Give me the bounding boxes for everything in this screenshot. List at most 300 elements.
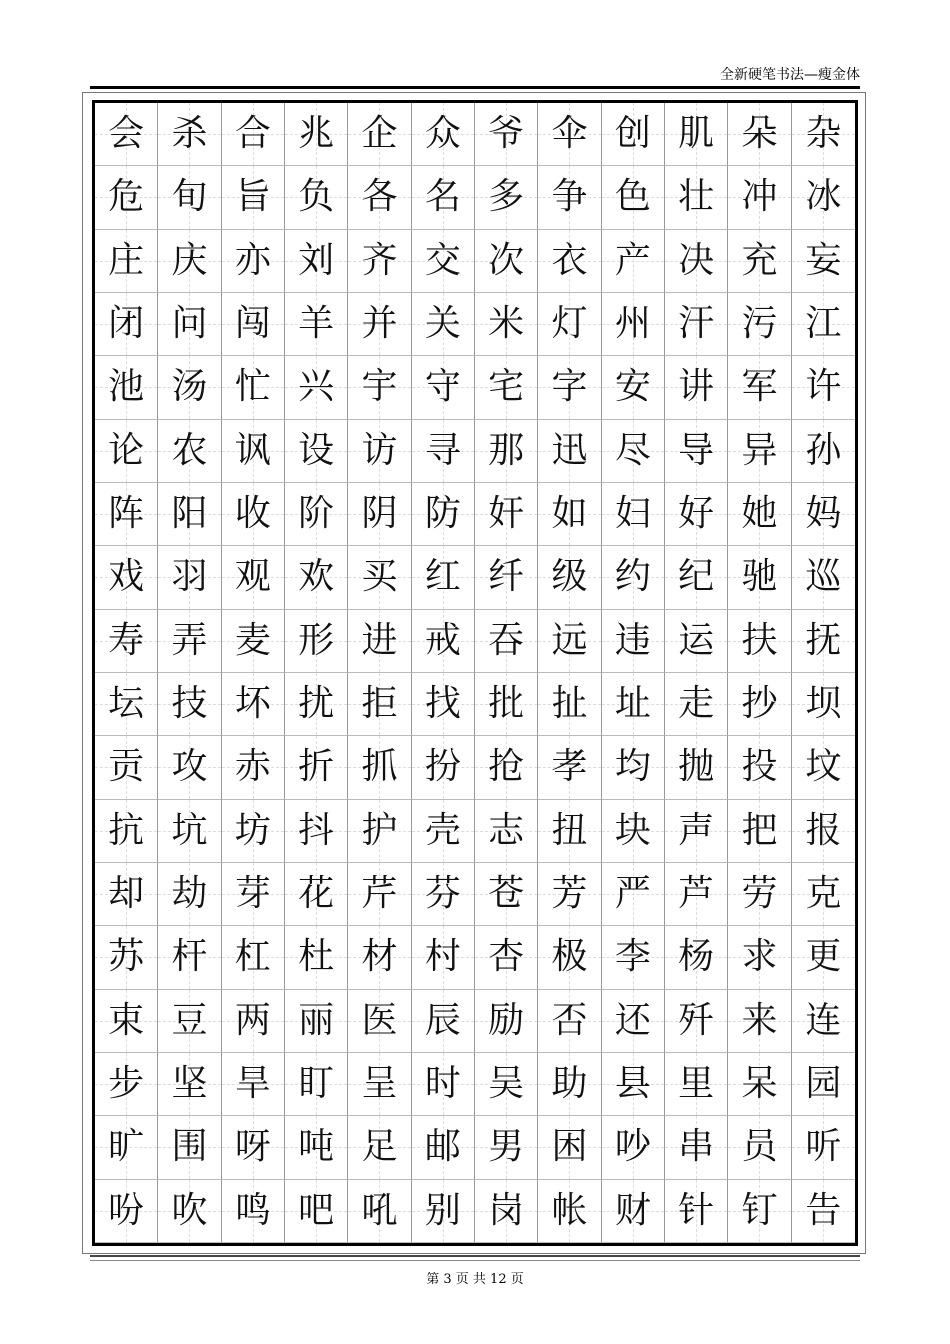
practice-character: 抄 [741,683,778,725]
grid-cell [602,420,665,483]
practice-character: 齐 [361,239,398,281]
grid-cell [728,166,791,229]
practice-character: 村 [424,936,461,978]
practice-character: 报 [805,809,842,851]
grid-cell [602,103,665,166]
practice-character: 众 [424,113,461,155]
grid-cell [665,483,728,546]
grid-cell [665,1180,728,1243]
practice-character: 励 [488,999,525,1041]
grid-cell [158,166,221,229]
practice-character: 阴 [361,493,398,535]
grid-cell [538,546,601,609]
grid-cell [95,926,158,989]
grid-cell [602,1053,665,1116]
grid-cell [728,990,791,1053]
practice-character: 设 [298,429,335,471]
grid-cell [475,420,538,483]
practice-character: 抓 [361,746,398,788]
practice-character: 苍 [488,873,525,915]
practice-character: 孝 [551,746,588,788]
grid-cell [158,483,221,546]
practice-character: 扮 [424,746,461,788]
practice-character: 字 [551,366,588,408]
grid-cell [728,1116,791,1179]
practice-character: 块 [614,809,651,851]
grid-cell [95,356,158,419]
practice-character: 抛 [678,746,715,788]
grid-cell [728,420,791,483]
grid-cell [475,1116,538,1179]
practice-character: 束 [108,999,145,1041]
grid-cell [602,230,665,293]
grid-cell [602,800,665,863]
practice-character: 亦 [234,239,271,281]
practice-character: 次 [488,239,525,281]
practice-character: 杏 [488,936,525,978]
grid-cell [475,356,538,419]
practice-character: 折 [298,746,335,788]
grid-cell [95,166,158,229]
grid-cell [348,1116,411,1179]
grid-cell [348,166,411,229]
grid-cell [412,1180,475,1243]
grid-cell [348,546,411,609]
grid-cell [222,420,285,483]
grid-cell [95,673,158,736]
grid-cell [475,546,538,609]
grid-cell [792,1053,855,1116]
grid-cell [728,1180,791,1243]
practice-character: 论 [108,429,145,471]
practice-character: 防 [424,493,461,535]
grid-cell [222,800,285,863]
grid-cell [728,800,791,863]
grid-cell [348,1180,411,1243]
grid-cell [222,483,285,546]
document-title: 全新硬笔书法—瘦金体 [720,67,860,83]
practice-character: 来 [741,999,778,1041]
practice-character: 钉 [741,1189,778,1231]
practice-character: 运 [678,619,715,661]
grid-cell [538,610,601,673]
practice-character: 技 [171,683,208,725]
practice-character: 歼 [678,999,715,1041]
grid-cell [412,1053,475,1116]
practice-character: 杆 [171,936,208,978]
practice-character: 吞 [488,619,525,661]
grid-cell [475,103,538,166]
grid-cell [285,990,348,1053]
practice-character: 杀 [171,113,208,155]
practice-character: 李 [614,936,651,978]
grid-cell [728,673,791,736]
practice-character: 庄 [108,239,145,281]
practice-character: 坛 [108,683,145,725]
practice-character: 米 [488,303,525,345]
grid-cell [95,230,158,293]
grid-cell [222,1053,285,1116]
grid-cell [158,356,221,419]
grid-cell [538,103,601,166]
practice-character: 纪 [678,556,715,598]
practice-character: 寿 [108,619,145,661]
grid-cell [285,103,348,166]
practice-character: 冲 [741,176,778,218]
grid-cell [95,420,158,483]
grid-cell [285,1180,348,1243]
grid-cell [285,673,348,736]
practice-character: 关 [424,303,461,345]
practice-character: 交 [424,239,461,281]
grid-cell [475,736,538,799]
grid-cell [538,926,601,989]
grid-cell [538,420,601,483]
grid-cell [792,1116,855,1179]
grid-cell [222,863,285,926]
practice-character: 苏 [108,936,145,978]
grid-cell [665,673,728,736]
grid-cell [158,800,221,863]
practice-character: 巡 [805,556,842,598]
grid-cell [475,863,538,926]
practice-character: 坟 [805,746,842,788]
grid-cell [412,673,475,736]
practice-character: 衣 [551,239,588,281]
grid-cell [222,990,285,1053]
grid-cell [665,1053,728,1116]
practice-character: 军 [741,366,778,408]
grid-cell [602,166,665,229]
grid-cell [95,990,158,1053]
practice-character: 弄 [171,619,208,661]
practice-character: 岗 [488,1189,525,1231]
grid-cell [222,356,285,419]
practice-character: 克 [805,873,842,915]
practice-character: 还 [614,999,651,1041]
grid-cell [665,166,728,229]
practice-character: 孙 [805,429,842,471]
grid-cell [222,293,285,356]
grid-cell [792,1180,855,1243]
practice-character: 羊 [298,303,335,345]
practice-character: 池 [108,366,145,408]
grid-cell [665,420,728,483]
practice-character: 兴 [298,366,335,408]
practice-character: 两 [234,999,271,1041]
grid-cell [412,103,475,166]
practice-character: 劳 [741,873,778,915]
grid-cell [222,1180,285,1243]
practice-character: 兆 [298,113,335,155]
practice-character: 寻 [424,429,461,471]
practice-character: 好 [678,493,715,535]
practice-character: 旬 [171,176,208,218]
practice-character: 红 [424,556,461,598]
practice-character: 尽 [614,429,651,471]
practice-character: 呀 [234,1126,271,1168]
grid-cell [728,1053,791,1116]
grid-cell [348,103,411,166]
grid-cell [602,863,665,926]
header-rule [90,86,860,89]
grid-cell [285,736,348,799]
grid-cell [728,610,791,673]
grid-cell [665,356,728,419]
practice-character: 争 [551,176,588,218]
practice-character: 花 [298,873,335,915]
grid-cell [222,230,285,293]
grid-cell [158,293,221,356]
grid-cell [285,610,348,673]
practice-character: 呆 [741,1063,778,1105]
practice-character: 戏 [108,556,145,598]
practice-character: 如 [551,493,588,535]
grid-cell [475,610,538,673]
practice-character: 财 [614,1189,651,1231]
practice-character: 阳 [171,493,208,535]
practice-character: 扰 [298,683,335,725]
grid-cell [538,990,601,1053]
practice-character: 江 [805,303,842,345]
practice-character: 告 [805,1189,842,1231]
grid-cell [475,1053,538,1116]
grid-cell [792,356,855,419]
practice-character: 各 [361,176,398,218]
grid-cell [285,1116,348,1179]
grid-cell [285,926,348,989]
practice-character: 戒 [424,619,461,661]
grid-cell [95,1053,158,1116]
practice-character: 坝 [805,683,842,725]
practice-character: 违 [614,619,651,661]
practice-character: 妈 [805,493,842,535]
practice-character: 纤 [488,556,525,598]
grid-cell [222,926,285,989]
grid-cell [792,230,855,293]
grid-cell [728,863,791,926]
practice-character: 问 [171,303,208,345]
practice-character: 园 [805,1063,842,1105]
practice-character: 多 [488,176,525,218]
grid-cell [728,546,791,609]
grid-cell [95,610,158,673]
grid-cell [95,1180,158,1243]
practice-character: 杨 [678,936,715,978]
practice-character: 买 [361,556,398,598]
practice-character: 赤 [234,746,271,788]
practice-character: 壮 [678,176,715,218]
grid-cell [665,1116,728,1179]
grid-cell [792,863,855,926]
practice-character: 会 [108,113,145,155]
practice-character: 吹 [171,1189,208,1231]
practice-character: 讽 [234,429,271,471]
practice-character: 坊 [234,809,271,851]
grid-cell [792,166,855,229]
practice-character: 杂 [805,113,842,155]
practice-character: 芦 [678,873,715,915]
practice-character: 贡 [108,746,145,788]
grid-cell [538,673,601,736]
practice-character: 拒 [361,683,398,725]
practice-character: 坑 [171,809,208,851]
grid-cell [538,293,601,356]
practice-character: 那 [488,429,525,471]
grid-cell [285,293,348,356]
grid-cell [792,926,855,989]
grid-cell [792,546,855,609]
character-practice-grid [95,103,855,1243]
practice-character: 却 [108,873,145,915]
grid-cell [348,800,411,863]
practice-character: 危 [108,176,145,218]
grid-cell [665,863,728,926]
practice-character: 麦 [234,619,271,661]
grid-cell [792,293,855,356]
grid-cell [348,990,411,1053]
practice-character: 步 [108,1063,145,1105]
practice-character: 芽 [234,873,271,915]
practice-character: 奸 [488,493,525,535]
practice-character: 呈 [361,1063,398,1105]
grid-cell [602,546,665,609]
grid-cell [348,736,411,799]
grid-cell [792,673,855,736]
grid-cell [158,230,221,293]
grid-cell [412,546,475,609]
grid-cell [95,1116,158,1179]
grid-cell [538,736,601,799]
grid-cell [158,610,221,673]
practice-character: 羽 [171,556,208,598]
grid-cell [412,166,475,229]
practice-character: 驰 [741,556,778,598]
grid-cell [475,1180,538,1243]
practice-character: 投 [741,746,778,788]
practice-character: 均 [614,746,651,788]
practice-character: 串 [678,1126,715,1168]
grid-cell [95,483,158,546]
practice-character: 庆 [171,239,208,281]
practice-character: 针 [678,1189,715,1231]
practice-character: 闯 [234,303,271,345]
grid-cell [158,926,221,989]
practice-character: 邮 [424,1126,461,1168]
practice-character: 医 [361,999,398,1041]
grid-cell [665,103,728,166]
practice-character: 坚 [171,1063,208,1105]
grid-cell [412,1116,475,1179]
practice-character: 足 [361,1126,398,1168]
grid-cell [538,356,601,419]
practice-character: 爷 [488,113,525,155]
practice-character: 色 [614,176,651,218]
practice-character: 远 [551,619,588,661]
grid-cell [95,863,158,926]
grid-cell [475,926,538,989]
practice-character: 进 [361,619,398,661]
practice-character: 县 [614,1063,651,1105]
grid-cell [538,230,601,293]
grid-cell [412,610,475,673]
grid-cell [665,610,728,673]
practice-character: 吴 [488,1063,525,1105]
practice-character: 严 [614,873,651,915]
grid-cell [412,420,475,483]
practice-character: 辰 [424,999,461,1041]
grid-cell [412,863,475,926]
practice-character: 扶 [741,619,778,661]
grid-cell [222,1116,285,1179]
practice-character: 丽 [298,999,335,1041]
practice-character: 并 [361,303,398,345]
practice-character: 宅 [488,366,525,408]
grid-cell [222,103,285,166]
grid-cell [348,610,411,673]
practice-character: 找 [424,683,461,725]
practice-character: 刘 [298,239,335,281]
practice-character: 员 [741,1126,778,1168]
grid-cell [158,546,221,609]
practice-character: 许 [805,366,842,408]
practice-character: 产 [614,239,651,281]
practice-character: 吩 [108,1189,145,1231]
practice-character: 助 [551,1063,588,1105]
grid-cell [222,546,285,609]
grid-cell [792,610,855,673]
grid-cell [95,800,158,863]
practice-character: 材 [361,936,398,978]
grid-cell [538,166,601,229]
practice-character: 否 [551,999,588,1041]
practice-character: 芳 [551,873,588,915]
practice-character: 声 [678,809,715,851]
grid-cell [728,230,791,293]
grid-cell [348,673,411,736]
footer-rule-thin [90,1260,860,1261]
practice-character: 异 [741,429,778,471]
grid-cell [475,230,538,293]
grid-cell [792,800,855,863]
practice-character: 连 [805,999,842,1041]
practice-character: 抖 [298,809,335,851]
practice-character: 企 [361,113,398,155]
practice-character: 址 [614,683,651,725]
grid-cell [412,926,475,989]
grid-cell [158,736,221,799]
practice-character: 批 [488,683,525,725]
grid-cell [538,800,601,863]
grid-cell [158,103,221,166]
practice-character: 鸣 [234,1189,271,1231]
practice-character: 更 [805,936,842,978]
practice-character: 忙 [234,366,271,408]
practice-character: 攻 [171,746,208,788]
grid-cell [602,1180,665,1243]
grid-cell [412,230,475,293]
practice-character: 安 [614,366,651,408]
grid-cell [538,483,601,546]
grid-cell [728,293,791,356]
grid-cell [158,1116,221,1179]
grid-cell [665,230,728,293]
grid-cell [475,800,538,863]
grid-cell [602,610,665,673]
grid-cell [348,863,411,926]
practice-character: 极 [551,936,588,978]
practice-character: 杜 [298,936,335,978]
